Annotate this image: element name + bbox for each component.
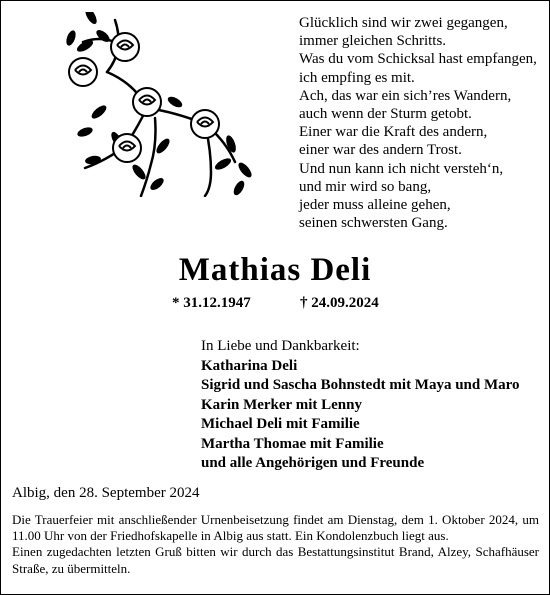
poem-line: seinen schwersten Gang. bbox=[299, 215, 448, 232]
mourners-intro: In Liebe und Dankbarkeit: bbox=[201, 338, 360, 354]
mourner-name: Karin Merker mit Lenny bbox=[201, 396, 362, 413]
notice-paragraph: Einen zugedachten letzten Gruß bitten wir durch das Bestattungsinstitut Brand, Alzey, Schafhäuser Straße, zu übermitteln. bbox=[12, 544, 539, 576]
funeral-notice bbox=[12, 512, 539, 577]
poem-line: immer gleichen Schritts. bbox=[299, 33, 447, 50]
deceased-name: Mathias Deli bbox=[178, 252, 372, 288]
mourners-list bbox=[201, 337, 520, 474]
poem-line: Und nun kann ich nicht versteh‘n, bbox=[299, 160, 504, 177]
rose-branch-icon bbox=[55, 12, 265, 197]
poem-line: jeder muss alleine gehen, bbox=[299, 197, 451, 214]
poem-line: Einer war die Kraft des andern, bbox=[299, 124, 488, 141]
poem-line: Glücklich sind wir zwei gegangen, bbox=[299, 15, 508, 31]
mourner-name: Michael Deli mit Familie bbox=[201, 416, 360, 432]
birth-date: * 31.12.1947 bbox=[172, 295, 251, 311]
death-date: † 24.09.2024 bbox=[300, 295, 379, 311]
mourner-name: Sigrid und Sascha Bohnstedt mit Maya und Maro bbox=[201, 377, 520, 393]
poem-line: einer war des andern Trost. bbox=[299, 142, 462, 159]
place-and-date: Albig, den 28. September 2024 bbox=[12, 485, 200, 501]
poem-line: und mir wird so bang, bbox=[299, 178, 432, 195]
mourner-name: Katharina Deli bbox=[201, 357, 298, 374]
poem-line: ich empfing es mit. bbox=[299, 69, 415, 86]
notice-paragraph: Die Trauerfeier mit anschließender Urnenbeisetzung findet am Dienstag, dem 1. Oktober 2024, um 11.00 Uhr von der Friedhofskapelle in Albig aus statt. Ein Kondolenzbuch liegt aus. bbox=[12, 512, 539, 544]
poem-line: auch wenn der Sturm getobt. bbox=[299, 106, 472, 123]
poem bbox=[299, 14, 539, 232]
poem-line: Was du vom Schicksal hast empfangen, bbox=[299, 51, 537, 68]
mourner-name: und alle Angehörigen und Freunde bbox=[201, 455, 425, 471]
mourner-name: Martha Thomae mit Familie bbox=[201, 435, 384, 452]
poem-line: Ach, das war ein sich’res Wandern, bbox=[299, 87, 512, 104]
